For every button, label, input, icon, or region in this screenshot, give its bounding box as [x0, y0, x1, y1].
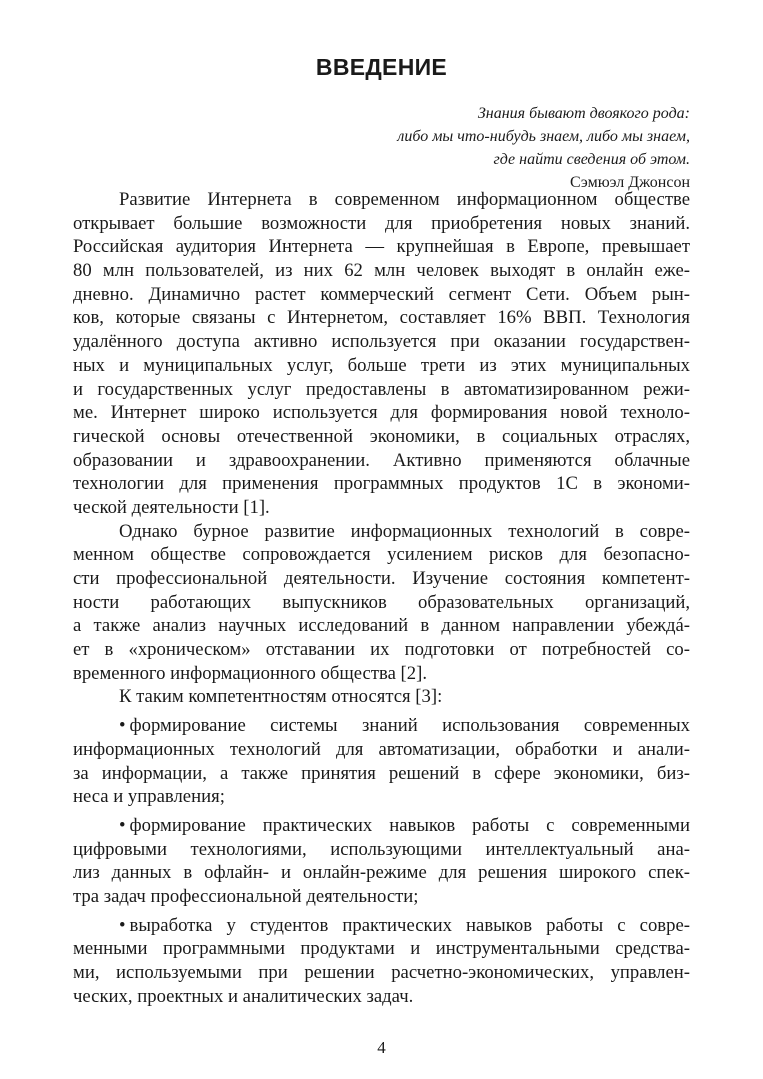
epigraph [397, 102, 690, 194]
bullet-text: выработка у студентов практических навыков работы с совре- [129, 914, 690, 936]
text-line: ных и муниципальных услуг, больше трети из этих муниципальных [73, 354, 690, 376]
text-line: образовании и здравоохранении. Активно применяются облачные [73, 449, 690, 471]
text-line: Развитие Интернета в современном информационном обществе [119, 189, 690, 210]
paragraph [73, 188, 690, 520]
text-line: за информации, а также принятия решений в сфере экономики, биз- [73, 762, 690, 784]
text-line: технологии для применения программных продуктов 1С в экономи- [73, 473, 690, 495]
bullet-item [73, 814, 690, 909]
bullet-icon: • [119, 914, 126, 936]
text-line: менными программными продуктами и инструментальными средства- [73, 938, 690, 960]
epigraph-line: Знания бывают двоякого рода: [477, 105, 690, 122]
text-line: ми, используемыми при решении расчетно-экономических, управлен- [73, 962, 690, 983]
document-page [73, 0, 690, 1079]
text-line: Российская аудитория Интернета — крупнейшая в Европе, превышает [73, 236, 690, 258]
text-line: ет в «хроническом» отставании их подготовки от потребностей со- [73, 639, 690, 661]
text-line [73, 814, 690, 838]
text-line: неса и управления; [73, 786, 225, 808]
text-line: ческой деятельности [1]. [73, 496, 270, 518]
text-line: сти профессиональной деятельности. Изучение состояния компетент- [73, 568, 690, 589]
bullet-item [73, 714, 690, 809]
text-line: тра задач профессиональной деятельности; [73, 885, 419, 907]
text-line: лиз данных в офлайн- и онлайн-режиме для решения широкого спек- [73, 862, 690, 884]
text-line: временного информационного общества [2]. [73, 662, 428, 684]
text-line: Однако бурное развитие информационных технологий в совре- [119, 520, 690, 542]
bullet-text: формирование практических навыков работы с современными [129, 814, 690, 836]
epigraph-line: где найти сведения об этом. [493, 151, 690, 168]
text-line: 80 млн пользователей, из них 62 млн человек выходят в онлайн еже- [73, 260, 690, 282]
bullet-icon: • [119, 814, 126, 836]
text-line: ме. Интернет широко используется для формирования новой техноло- [73, 402, 690, 424]
text-line: менном обществе сопровождается усилением рисков для безопасно- [73, 544, 690, 566]
bullet-icon: • [119, 715, 126, 737]
body-text [73, 188, 690, 1008]
page-title: ВВЕДЕНИЕ [315, 54, 448, 80]
text-line: а также анализ научных исследований в данном направлении убеждá- [73, 615, 690, 637]
paragraph [73, 520, 690, 686]
text-line: гической основы отечественной экономики, в социальных отраслях, [73, 425, 690, 447]
text-line [73, 714, 690, 738]
epigraph-line: либо мы что-нибудь знаем, либо мы знаем, [397, 128, 690, 145]
paragraph [73, 685, 690, 709]
bullet-text: формирование системы знаний использования современных [129, 715, 690, 737]
page-number: 4 [377, 1038, 386, 1057]
text-line: К таким компетентностям относятся [3]: [119, 686, 443, 708]
text-line: и государственных услуг предоставлены в автоматизированном режи- [73, 378, 690, 400]
bullet-item [73, 914, 690, 1009]
text-line: цифровыми технологиями, использующими интеллектуальный ана- [73, 838, 690, 860]
epigraph-author: Сэмюэл Джонсон [569, 174, 690, 191]
text-line: удалённого доступа активно используется при оказании государствен- [73, 331, 690, 353]
text-line: открывает большие возможности для приобретения новых знаний. [73, 212, 690, 234]
text-line: информационных технологий для автоматизации, обработки и анали- [73, 738, 690, 760]
text-line [73, 914, 690, 938]
text-line: ческих, проектных и аналитических задач. [73, 985, 414, 1007]
text-line: дневно. Динамично растет коммерческий сегмент Сети. Объем рын- [73, 283, 690, 305]
text-line: ности работающих выпускников образовательных организаций, [73, 591, 690, 613]
text-line: ков, которые связаны с Интернетом, составляет 16% ВВП. Технология [73, 307, 690, 329]
